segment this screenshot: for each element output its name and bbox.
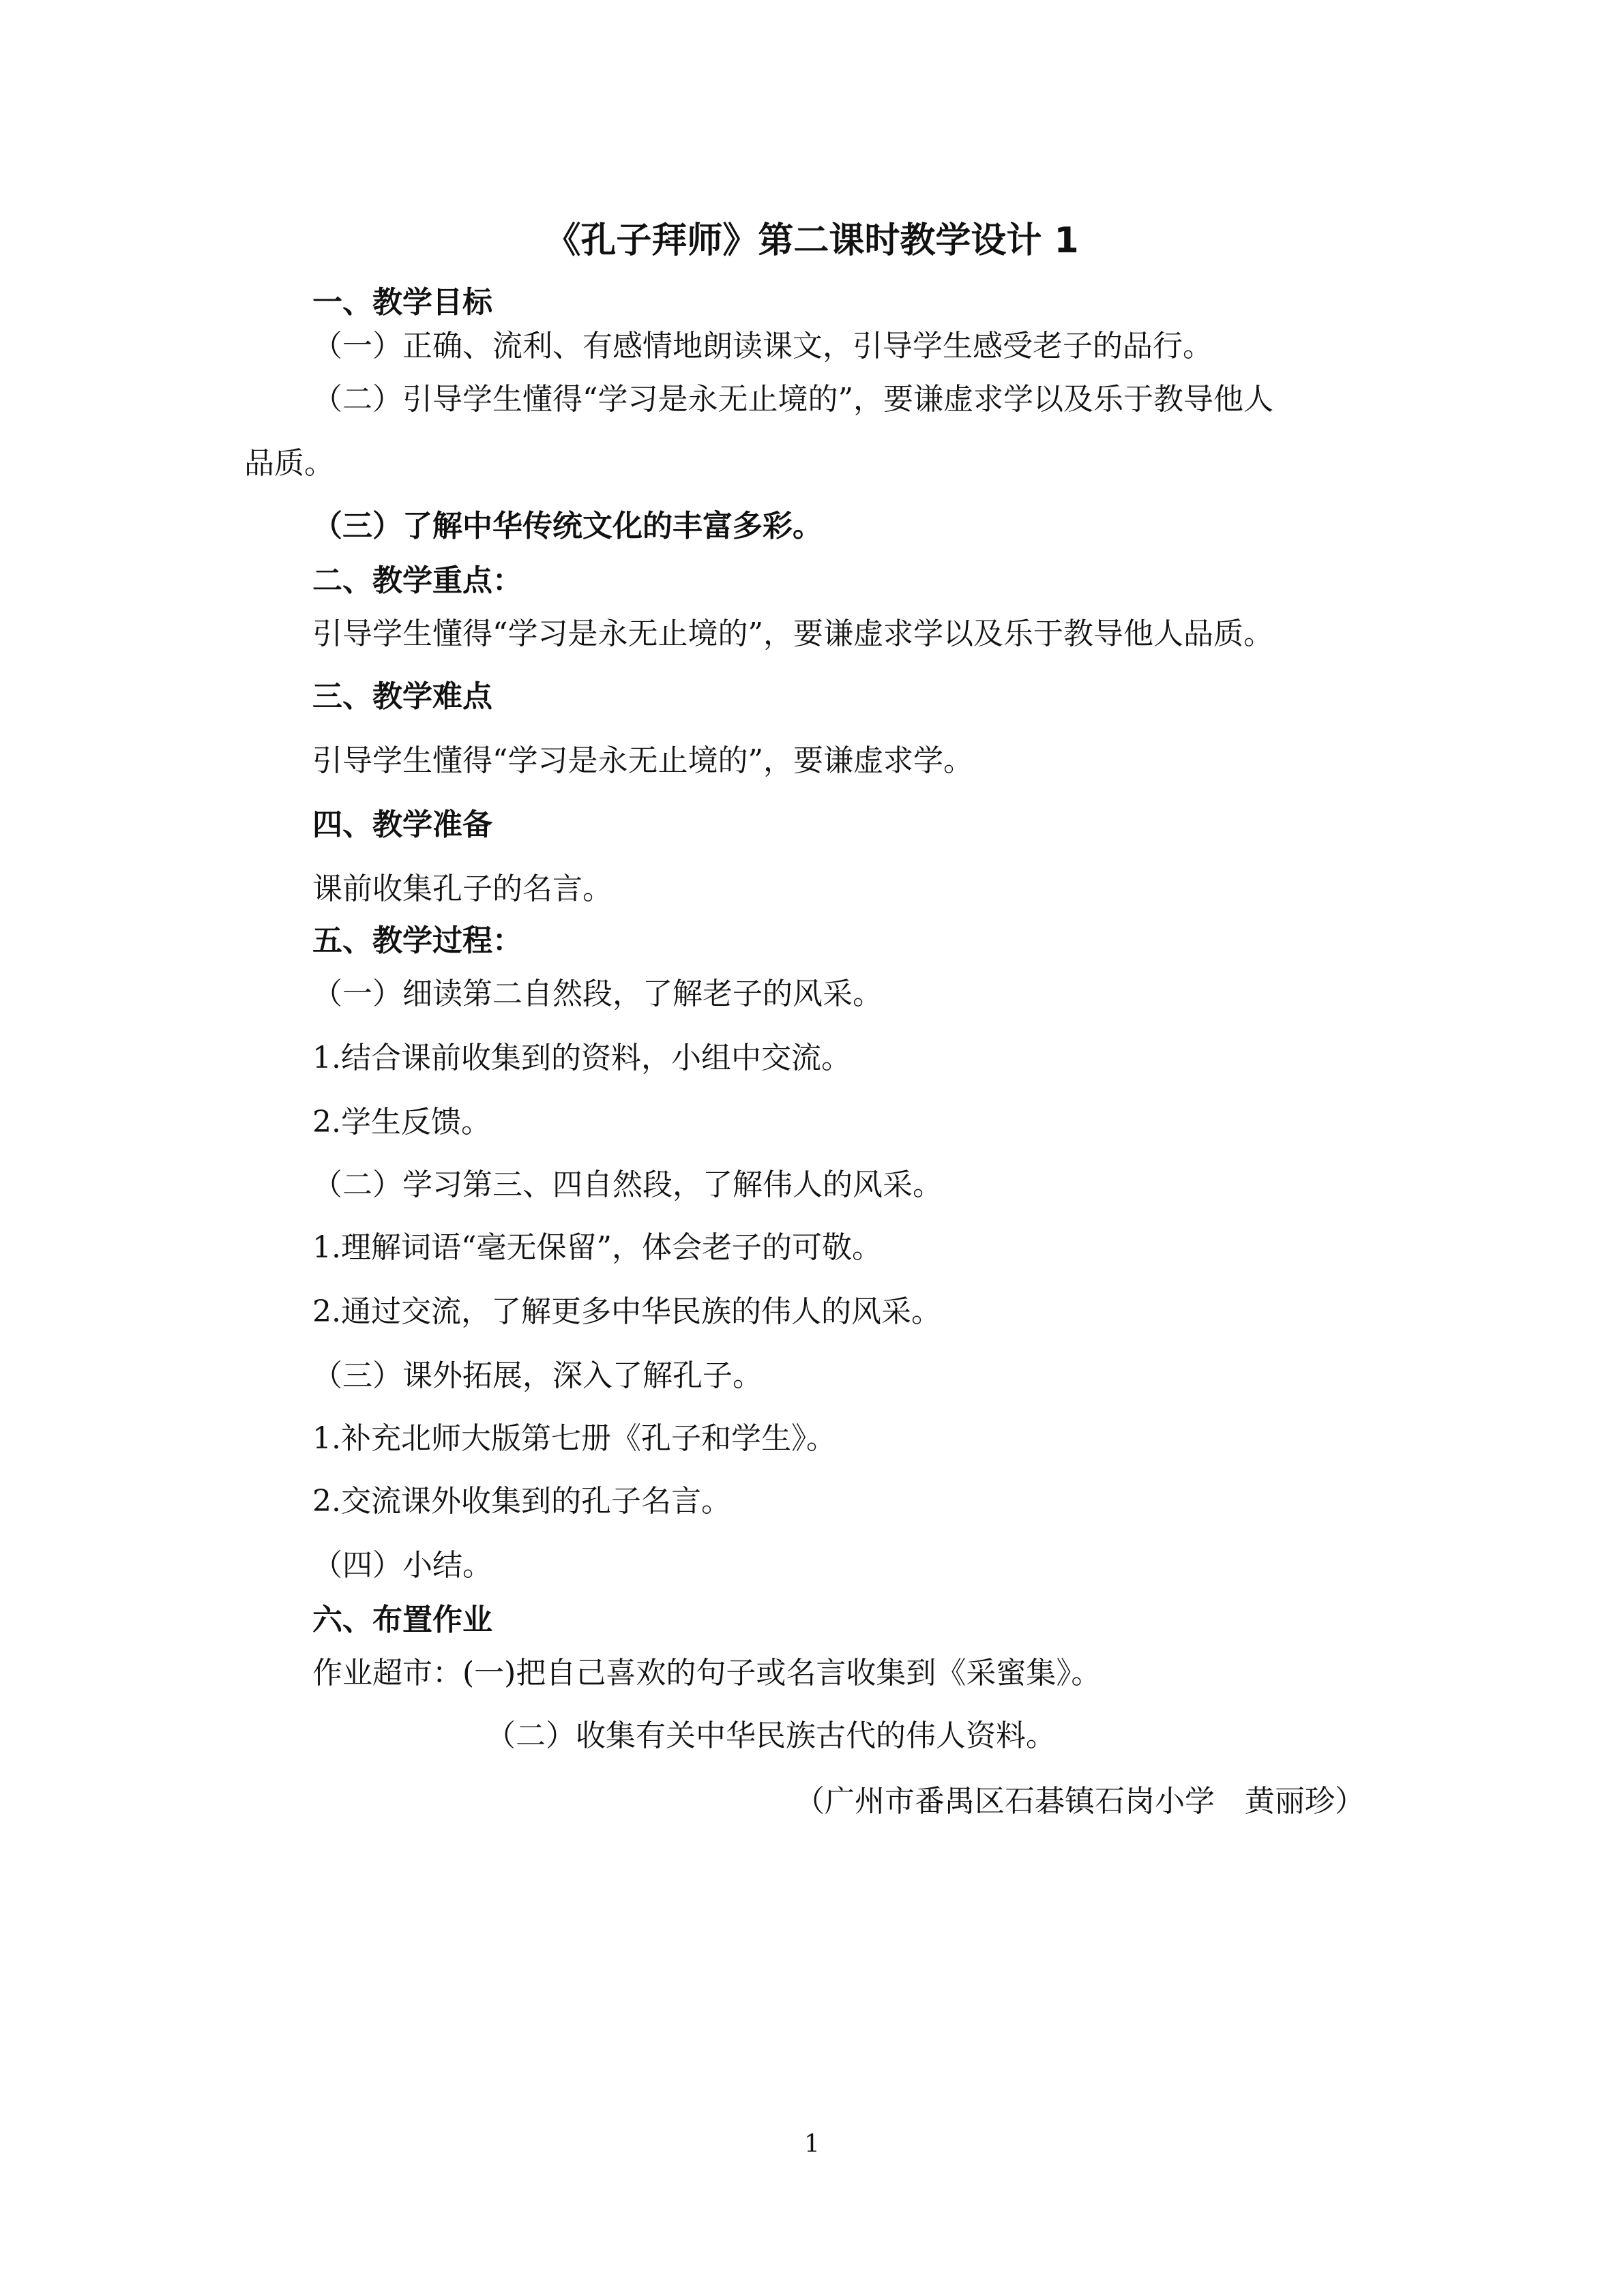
process-part-3-step-1: 1.补充北师大版第七册《孔子和学生》。 — [312, 1421, 836, 1456]
preparation-text: 课前收集孔子的名言。 — [312, 871, 612, 906]
process-part-3: （三）课外拓展，深入了解孔子。 — [312, 1358, 763, 1393]
process-part-1-step-1: 1.结合课前收集到的资料，小组中交流。 — [312, 1041, 851, 1075]
homework-text-1: 作业超市：(一)把自己喜欢的句子或名言收集到《采蜜集》。 — [312, 1656, 1102, 1690]
heading-key-points: 二、教学重点： — [312, 563, 522, 598]
process-part-1: （一）细读第二自然段，了解老子的风采。 — [312, 976, 883, 1011]
heading-difficulties: 三、教学难点 — [312, 679, 492, 714]
process-part-3-step-2: 2.交流课外收集到的孔子名言。 — [312, 1484, 731, 1519]
document-title: 《孔子拜师》第二课时教学设计 1 — [545, 220, 1079, 261]
goal-item-3: （三）了解中华传统文化的丰富多彩。 — [312, 509, 823, 543]
heading-process: 五、教学过程： — [312, 923, 522, 958]
goal-item-2-line-1: （二）引导学生懂得“学习是永无止境的”，要谦虚求学以及乐于教导他人 — [312, 382, 1273, 417]
page-number: 1 — [804, 2130, 820, 2158]
process-part-2: （二）学习第三、四自然段，了解伟人的风采。 — [312, 1167, 943, 1202]
author-attribution: （广州市番禺区石碁镇石岗小学 黄丽珍） — [795, 1784, 1365, 1819]
heading-teaching-goals: 一、教学目标 — [312, 285, 492, 320]
process-part-2-step-1: 1.理解词语“毫无保留”，体会老子的可敬。 — [312, 1230, 882, 1265]
heading-preparation: 四、教学准备 — [312, 807, 492, 842]
process-part-4: （四）小结。 — [312, 1548, 492, 1583]
process-part-1-step-2: 2.学生反馈。 — [312, 1105, 491, 1139]
goal-item-2-line-2: 品质。 — [244, 446, 334, 481]
key-points-text: 引导学生懂得“学习是永无止境的”，要谦虚求学以及乐于教导他人品质。 — [312, 616, 1273, 651]
heading-homework: 六、布置作业 — [312, 1602, 492, 1637]
difficulties-text: 引导学生懂得“学习是永无止境的”，要谦虚求学。 — [312, 743, 973, 778]
process-part-2-step-2: 2.通过交流，了解更多中华民族的伟人的风采。 — [312, 1294, 941, 1329]
homework-text-2: （二）收集有关中华民族古代的伟人资料。 — [486, 1718, 1056, 1753]
goal-item-1: （一）正确、流利、有感情地朗读课文，引导学生感受老子的品行。 — [312, 329, 1213, 363]
